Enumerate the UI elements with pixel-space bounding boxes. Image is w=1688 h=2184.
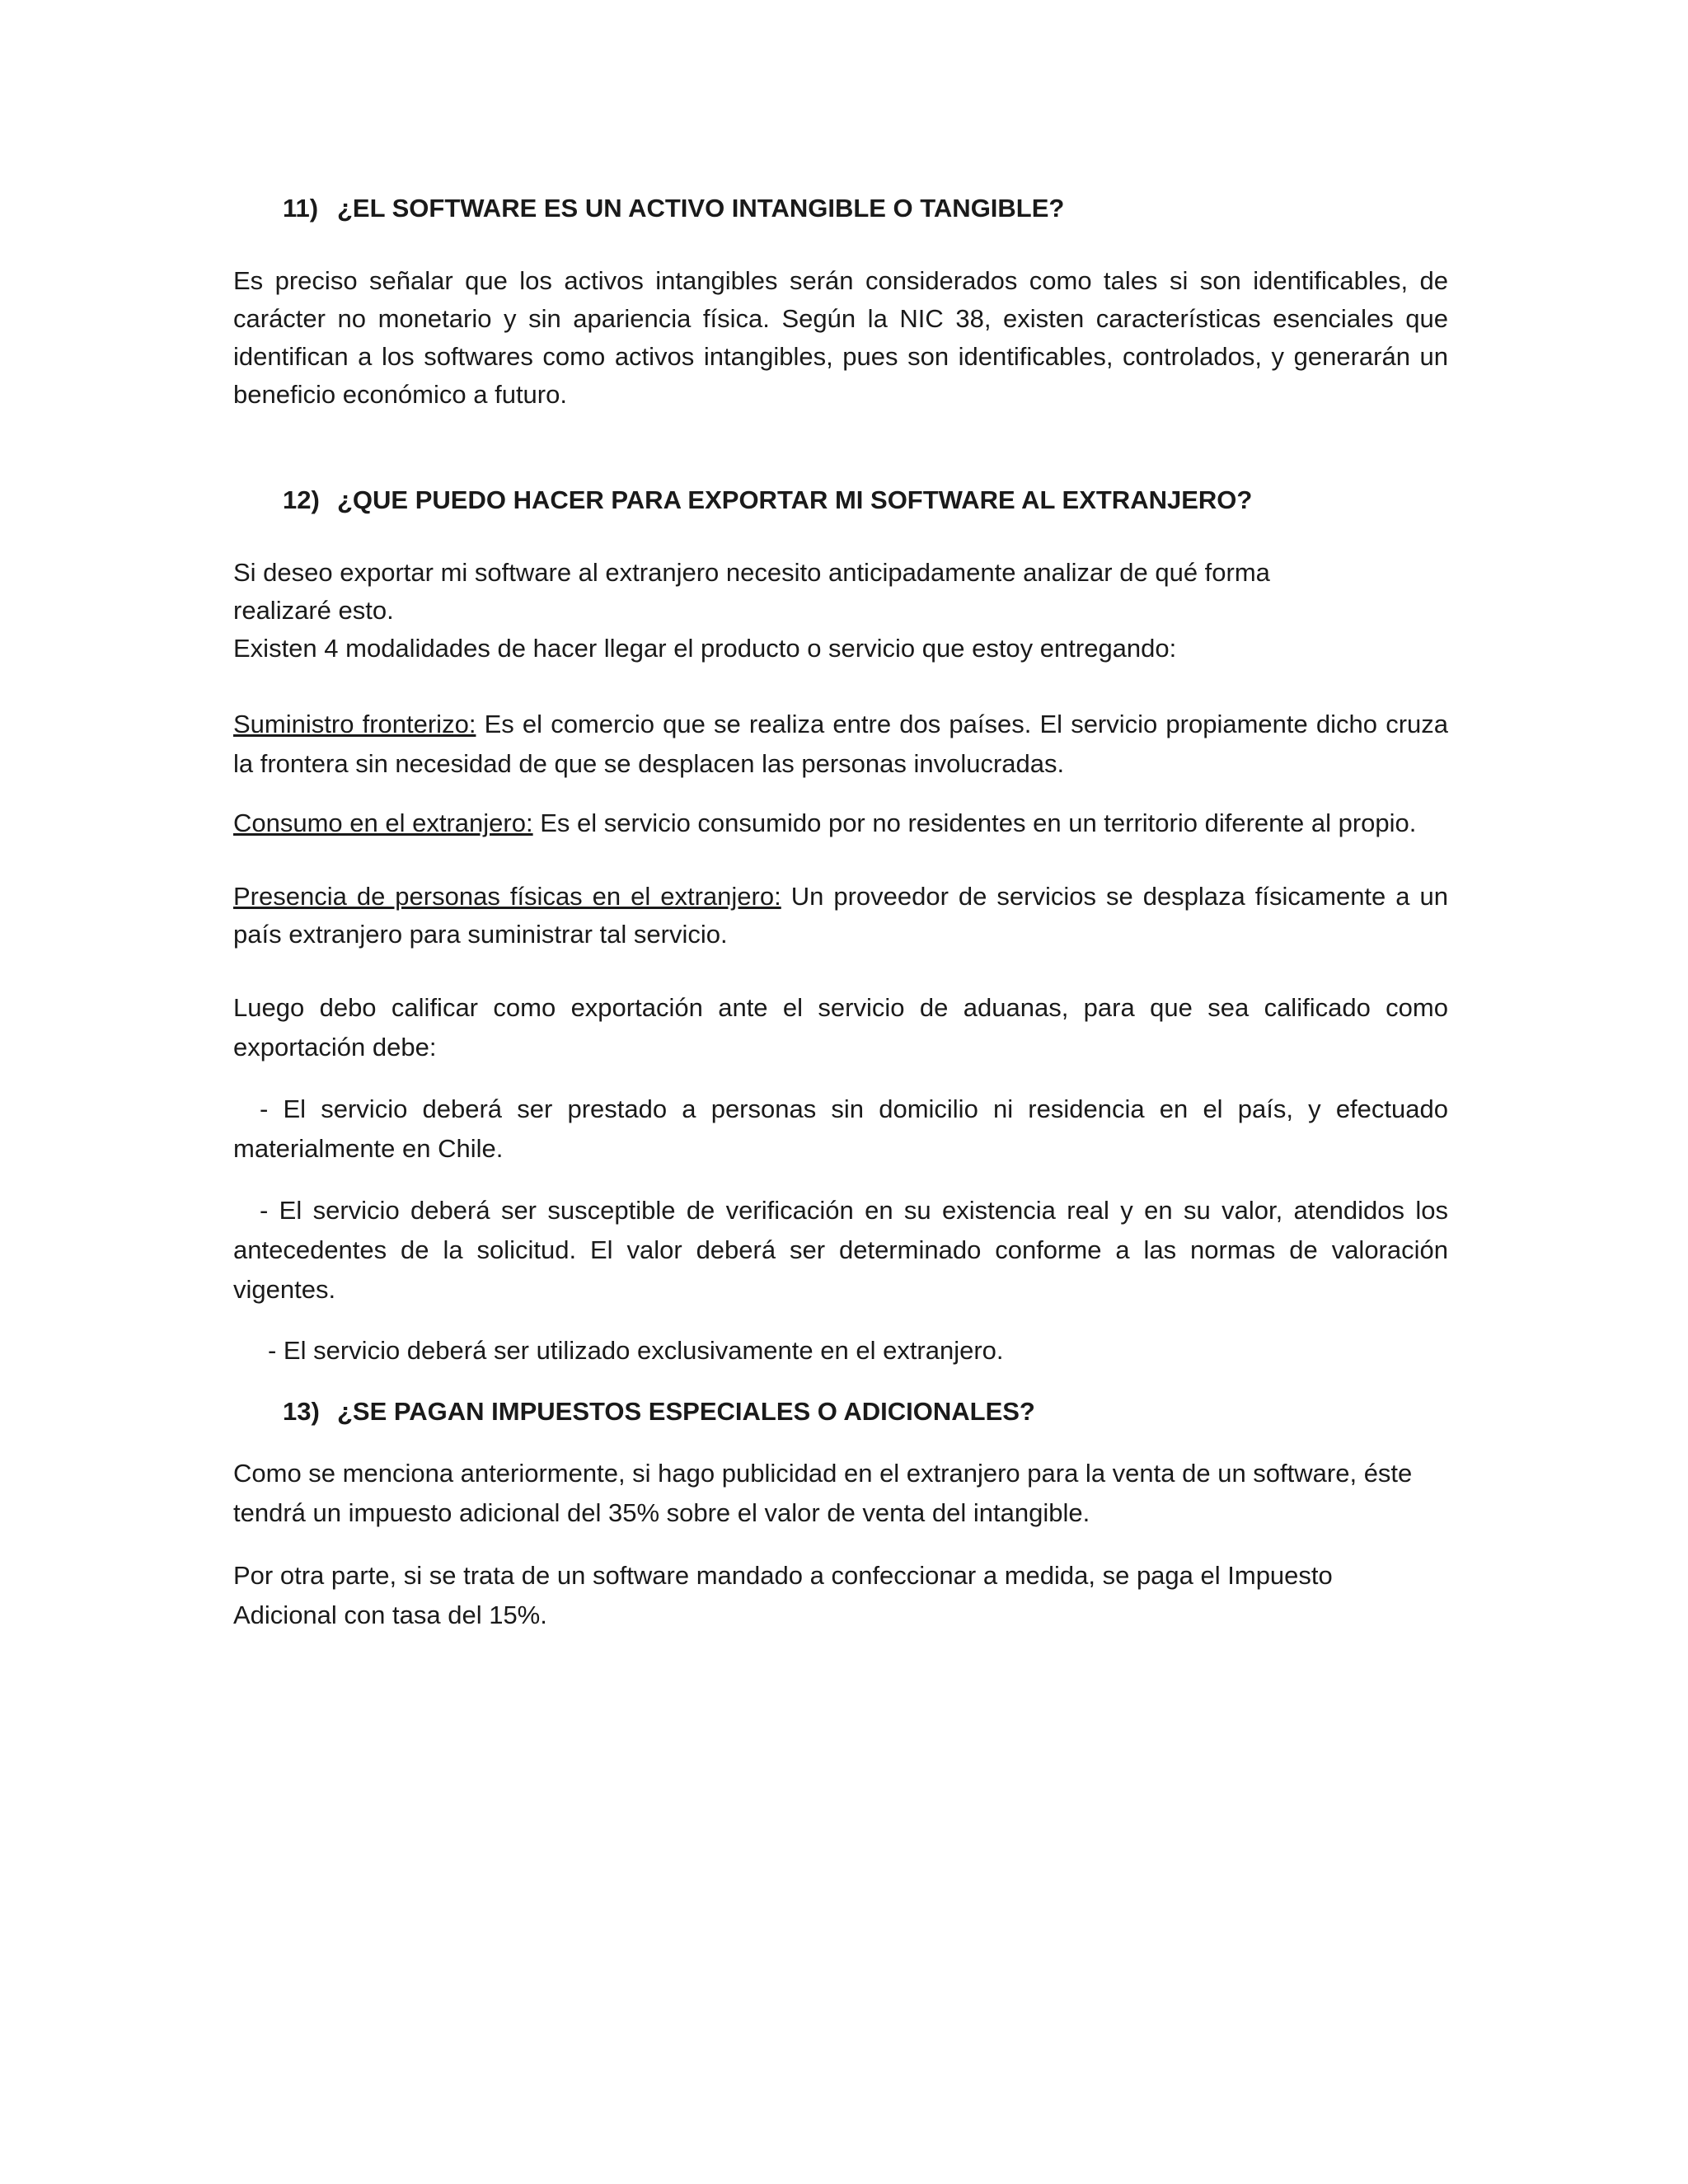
modality-text: Es el servicio consumido por no residentes en un territorio diferente al propio. [532, 808, 1417, 837]
requirement-item: - El servicio deberá ser susceptible de verificación en su existencia real y en su valor, atendidos los antecedentes de la solicitud. El valor deberá ser determinado conforme a las normas de valoración vigentes. [233, 1196, 1448, 1304]
section-11-paragraph: Es preciso señalar que los activos intangibles serán considerados como tales si son identificables, de carácter no monetario y sin apariencia física. Según la NIC 38, existen características esenciales que identifican a los softwares como activos intangibles, pues son identificables, controlados, y generarán un beneficio económico a futuro. [233, 266, 1448, 409]
requirement-item: - El servicio deberá ser utilizado exclusivamente en el extranjero. [268, 1336, 1004, 1365]
section-13-paragraph-2: Por otra parte, si se trata de un software mandado a confeccionar a medida, se paga el Impuesto Adicional con tasa del 15%. [233, 1561, 1333, 1629]
section-12-title: ¿QUE PUEDO HACER PARA EXPORTAR MI SOFTWARE AL EXTRANJERO? [337, 485, 1253, 514]
requirement-item: - El servicio deberá ser prestado a personas sin domicilio ni residencia en el país, y efectuado materialmente en Chile. [233, 1094, 1448, 1163]
modality-term: Suministro fronterizo: [233, 710, 476, 738]
section-11-heading [233, 190, 1448, 227]
section-13-number: 13) [283, 1397, 320, 1426]
modality-text: Un proveedor de servicios se desplaza físicamente a un país extranjero para suministrar tal servicio. [233, 882, 1448, 949]
modality-term: Consumo en el extranjero: [233, 808, 533, 837]
section-11-number: 11) [283, 194, 319, 223]
section-12-heading [233, 481, 1448, 519]
section-12-intro-2: Existen 4 modalidades de hacer llegar el producto o servicio que estoy entregando: [233, 634, 1177, 663]
section-12-number: 12) [283, 485, 320, 514]
modality-text: Es el comercio que se realiza entre dos países. El servicio propiamente dicho cruza la frontera sin necesidad de que se desplacen las personas involucradas. [233, 710, 1448, 778]
document-body [233, 190, 1448, 1635]
section-13-heading [233, 1393, 1448, 1431]
section-13-paragraph-1: Como se menciona anteriormente, si hago publicidad en el extranjero para la venta de un software, éste tendrá un impuesto adicional del 35% sobre el valor de venta del intangible. [233, 1459, 1413, 1527]
section-13-title: ¿SE PAGAN IMPUESTOS ESPECIALES O ADICIONALES? [337, 1397, 1035, 1426]
modality-item [233, 804, 1448, 842]
modality-item [233, 705, 1448, 784]
modality-term: Presencia de personas físicas en el extranjero: [233, 882, 781, 911]
section-12-qualify: Luego debo calificar como exportación ante el servicio de aduanas, para que sea calificado como exportación debe: [233, 993, 1448, 1062]
section-11-title: ¿EL SOFTWARE ES UN ACTIVO INTANGIBLE O TANGIBLE? [337, 194, 1065, 223]
section-12-intro-1: Si deseo exportar mi software al extranjero necesito anticipadamente analizar de qué forma realizaré esto. [233, 558, 1270, 625]
modality-item [233, 878, 1448, 954]
